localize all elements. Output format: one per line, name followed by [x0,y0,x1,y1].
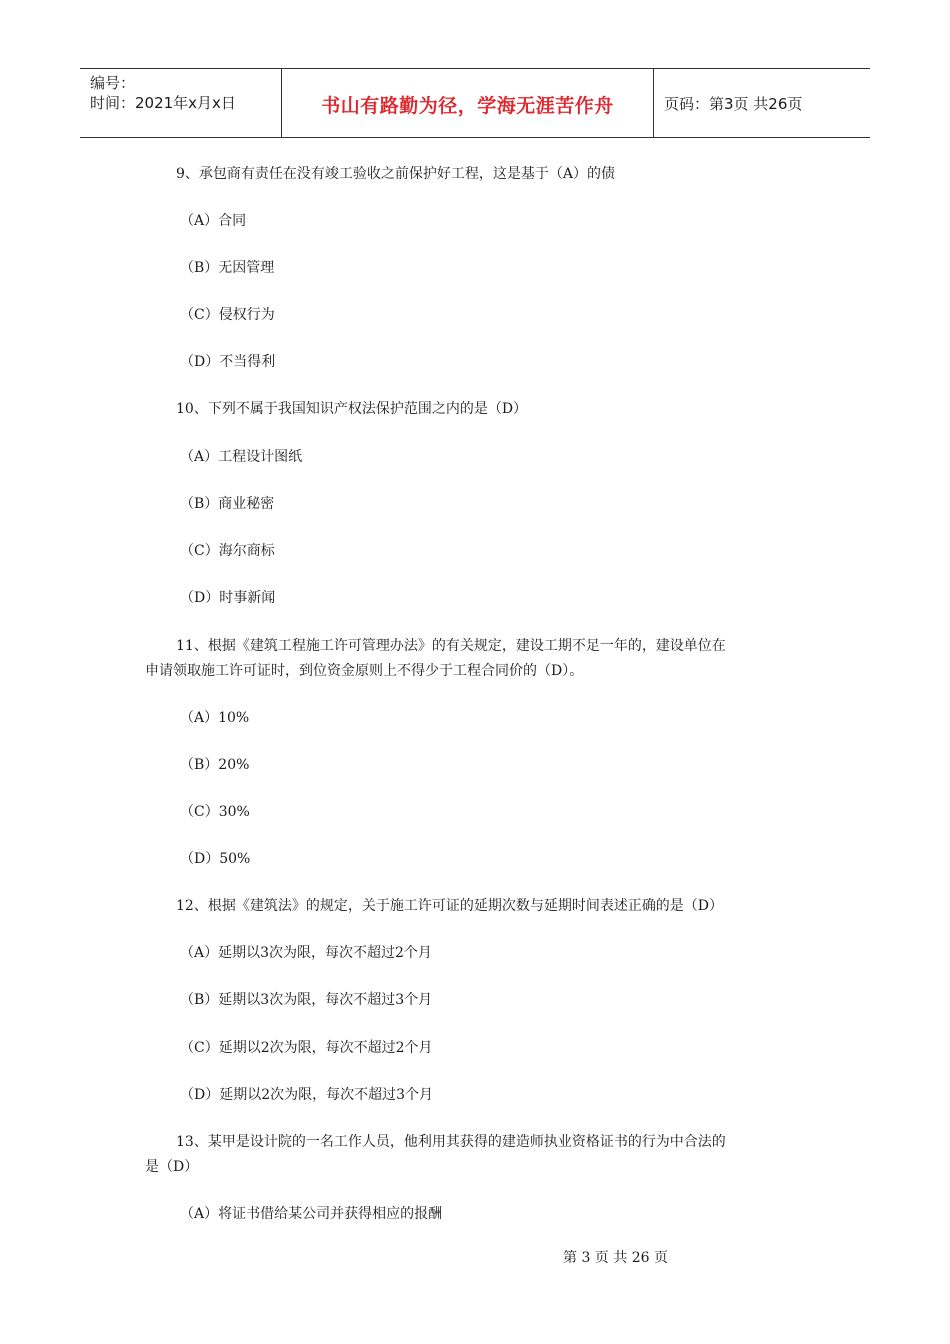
question-12-option-d: （D）延期以2次为限，每次不超过3个月 [180,1087,434,1103]
question-12-option-b: （B）延期以3次为限，每次不超过3个月 [180,992,433,1008]
header-motto-cell [282,69,654,137]
document-number-label: 编号： [90,74,136,92]
question-9: 9、承包商有责任在没有竣工验收之前保护好工程，这是基于（A）的债 [176,166,616,182]
question-11-option-c: （C）30% [180,804,250,820]
header-meta-cell [80,69,282,137]
question-11: 11、根据《建筑工程施工许可管理办法》的有关规定，建设工期不足一年的，建设单位在 [176,638,726,654]
header-page-cell [654,69,870,137]
question-12: 12、根据《建筑法》的规定，关于施工许可证的延期次数与延期时间表述正确的是（D） [176,898,724,914]
question-9-option-b: （B）无因管理 [180,260,275,276]
page-header [80,68,870,138]
header-motto: 书山有路勤为径，学海无涯苦作舟 [321,95,614,117]
page-footer: 第 3 页 共 26 页 [563,1250,668,1266]
question-13-continued: 是（D） [145,1159,199,1175]
question-11-continued: 申请领取施工许可证时，到位资金原则上不得少于工程合同价的（D）。 [145,663,584,679]
question-10-option-a: （A）工程设计图纸 [180,449,303,465]
question-13: 13、某甲是设计院的一名工作人员，他利用其获得的建造师执业资格证书的行为中合法的 [176,1134,726,1150]
question-12-option-c: （C）延期以2次为限，每次不超过2个月 [180,1040,433,1056]
question-9-option-d: （D）不当得利 [180,354,276,370]
question-11-option-d: （D）50% [180,851,251,867]
question-10-option-d: （D）时事新闻 [180,590,276,606]
header-page-info: 页码：第3页 共26页 [664,95,803,113]
question-13-option-a: （A）将证书借给某公司并获得相应的报酬 [180,1206,443,1222]
question-9-option-c: （C）侵权行为 [180,307,275,323]
document-time-label: 时间：2021年x月x日 [90,94,236,112]
question-12-option-a: （A）延期以3次为限，每次不超过2个月 [180,945,432,961]
question-11-option-a: （A）10% [180,710,250,726]
question-10-option-c: （C）海尔商标 [180,543,275,559]
question-11-option-b: （B）20% [180,757,250,773]
question-9-option-a: （A）合同 [180,213,247,229]
question-10: 10、下列不属于我国知识产权法保护范围之内的是（D） [176,401,528,417]
question-10-option-b: （B）商业秘密 [180,496,275,512]
